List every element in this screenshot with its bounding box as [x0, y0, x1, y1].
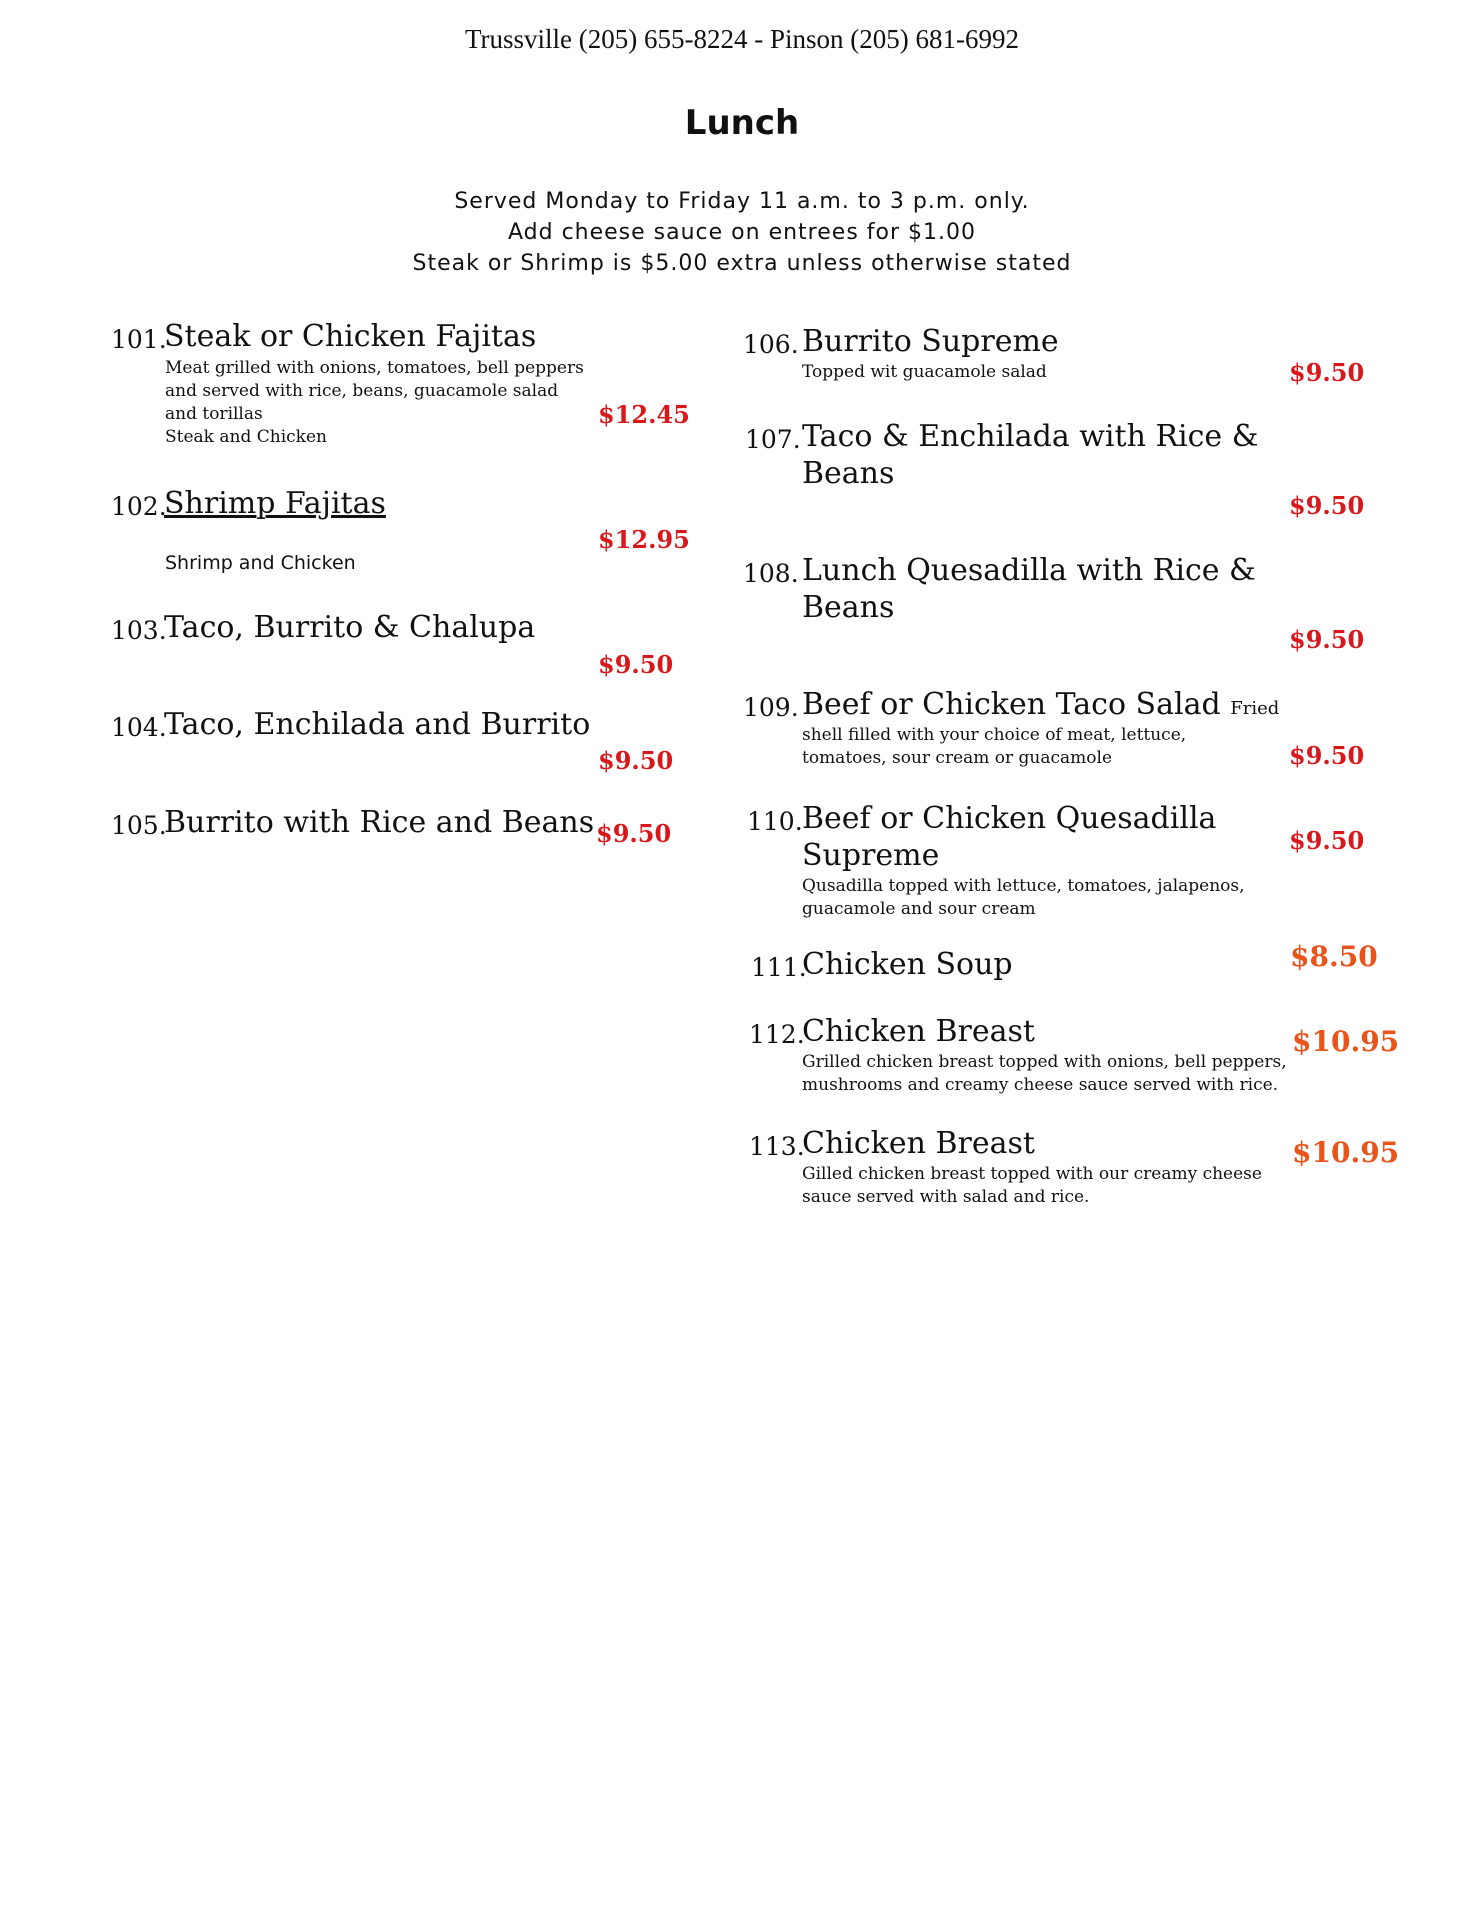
item-number: 101. [111, 325, 167, 354]
item-description [802, 875, 1245, 921]
description-line: guacamole and sour cream [802, 899, 1036, 919]
item-price: $9.50 [598, 746, 674, 775]
item-number: 106. [743, 330, 799, 359]
item-price: $10.95 [1292, 1136, 1400, 1169]
name-line: Beans [802, 456, 895, 491]
item-number: 109. [743, 693, 799, 722]
description-line: mushrooms and creamy cheese sauce served with rice. [802, 1075, 1279, 1095]
item-name: Burrito Supreme [802, 324, 1059, 359]
description-line: and served with rice, beans, guacamole salad [165, 381, 559, 401]
item-description [802, 1163, 1262, 1209]
item-number: 108. [743, 559, 799, 588]
name-line: Lunch Quesadilla with Rice & [802, 553, 1256, 588]
item-name [802, 552, 1256, 626]
item-number: 107. [745, 425, 801, 454]
contact-phones: Trussville (205) 655-8224 - Pinson (205) 681-6992 [464, 24, 1019, 54]
item-name: Burrito with Rice and Beans [164, 805, 595, 840]
item-name: Steak or Chicken Fajitas [164, 319, 537, 354]
item-name [802, 800, 1216, 874]
item-number: 103. [111, 616, 167, 645]
item-name: Chicken Breast [802, 1014, 1035, 1049]
item-price: $9.50 [1289, 741, 1365, 770]
item-number: 111. [751, 953, 807, 982]
item-number: 102. [111, 492, 167, 521]
description-line: and torillas [165, 404, 263, 424]
item-name [802, 418, 1258, 492]
name-line: Beans [802, 590, 895, 625]
item-price: $9.50 [1289, 826, 1365, 855]
item-price: $10.95 [1292, 1025, 1400, 1058]
description-line: shell filled with your choice of meat, lettuce, [802, 725, 1187, 745]
note-extra: Steak or Shrimp is $5.00 extra unless otherwise stated [412, 251, 1072, 276]
description-line: Meat grilled with onions, tomatoes, bell peppers [165, 358, 584, 378]
item-name: Taco, Enchilada and Burrito [164, 707, 591, 742]
item-description [802, 724, 1186, 770]
item-number: 113. [749, 1132, 805, 1161]
item-price: $9.50 [596, 819, 672, 848]
name-line: Taco & Enchilada with Rice & [802, 419, 1259, 454]
item-price: $9.50 [1289, 358, 1365, 387]
item-number: 105. [111, 811, 167, 840]
name-line: Supreme [802, 838, 940, 873]
item-name: Shrimp Fajitas [164, 486, 386, 521]
item-price: $12.95 [598, 525, 690, 554]
item-price: $9.50 [1289, 491, 1365, 520]
item-price: $8.50 [1290, 940, 1378, 973]
description-line: Grilled chicken breast topped with onions, bell peppers, [802, 1052, 1287, 1072]
name-text: Beef or Chicken Taco Salad [802, 687, 1221, 722]
description-line: tomatoes, sour cream or guacamole [802, 748, 1113, 768]
item-description: Topped wit guacamole salad [802, 362, 1047, 382]
item-name [802, 686, 1279, 727]
item-price: $9.50 [598, 650, 674, 679]
item-description [802, 1051, 1287, 1097]
description-line: Gilled chicken breast topped with our creamy cheese [802, 1164, 1262, 1184]
item-number: 110. [747, 807, 803, 836]
name-suffix: Fried [1230, 698, 1280, 719]
item-name: Chicken Breast [802, 1126, 1035, 1161]
page-title: Lunch [684, 103, 800, 143]
item-description [165, 357, 584, 449]
description-line: sauce served with salad and rice. [802, 1187, 1090, 1207]
item-name: Chicken Soup [802, 947, 1013, 982]
lunch-notes [0, 186, 1484, 279]
description-line: Steak and Chicken [165, 427, 327, 447]
item-price: $9.50 [1289, 625, 1365, 654]
name-line: Beef or Chicken Quesadilla [802, 801, 1217, 836]
item-number: 112. [749, 1020, 805, 1049]
item-name: Taco, Burrito & Chalupa [164, 610, 536, 645]
item-description: Shrimp and Chicken [165, 552, 356, 574]
description-line: Qusadilla topped with lettuce, tomatoes, jalapenos, [802, 876, 1245, 896]
note-hours: Served Monday to Friday 11 a.m. to 3 p.m. only. [454, 189, 1030, 214]
item-price: $12.45 [598, 400, 690, 429]
note-cheese: Add cheese sauce on entrees for $1.00 [507, 220, 976, 245]
item-number: 104. [111, 713, 167, 742]
